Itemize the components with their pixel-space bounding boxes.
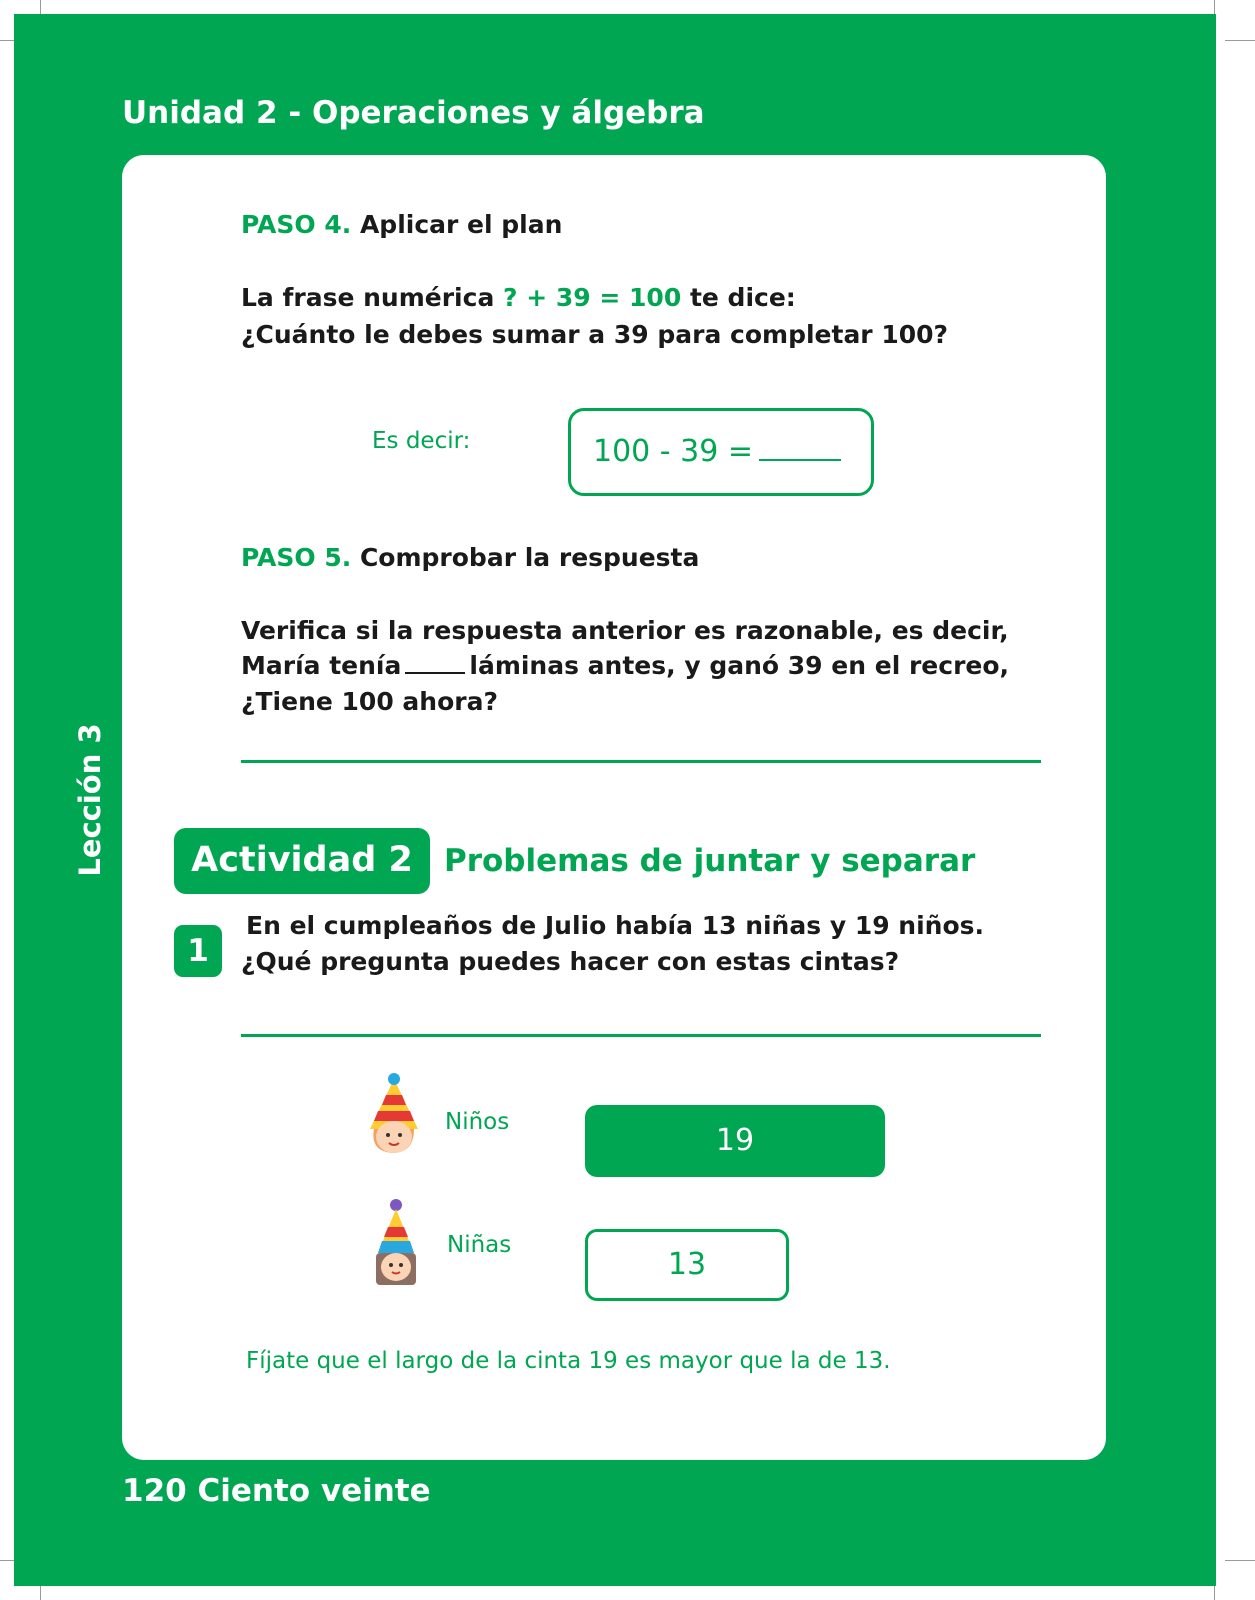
boys-tape-value: 19 xyxy=(715,1123,755,1158)
girl-party-hat-icon xyxy=(368,1197,424,1289)
girls-tape xyxy=(585,1229,789,1301)
unit-title: Unidad 2 - Operaciones y álgebra xyxy=(122,95,705,131)
equation-text xyxy=(593,433,841,469)
comparison-note: Fíjate que el largo de la cinta 19 es mayor que la de 13. xyxy=(246,1348,891,1374)
activity-badge-label: Actividad 2 xyxy=(191,840,413,880)
equation-blank[interactable] xyxy=(759,433,841,461)
boy-party-hat-icon xyxy=(362,1073,422,1157)
paso5-blank[interactable] xyxy=(405,648,465,674)
paso5-line2-pre: María tenía xyxy=(241,651,402,680)
lesson-label: Lección 3 xyxy=(73,723,107,877)
page-number: 120 Ciento veinte xyxy=(122,1473,431,1509)
girls-tape-value: 13 xyxy=(667,1247,707,1282)
paso5-line2-post: láminas antes, y ganó 39 en el recreo, xyxy=(469,651,1010,680)
crop-mark xyxy=(1225,40,1255,41)
equation-box xyxy=(568,408,874,496)
problem1-line1: En el cumpleaños de Julio había 13 niñas y 19 niños. xyxy=(246,911,985,940)
paso5-line3: ¿Tiene 100 ahora? xyxy=(241,687,498,716)
paso5-label: PASO 5. xyxy=(241,543,352,572)
boys-label: Niños xyxy=(445,1109,510,1135)
crop-mark xyxy=(1225,1560,1255,1561)
problem-number-badge xyxy=(174,925,222,977)
paso4-line1-post: te dice: xyxy=(689,283,796,312)
equation-expression: 100 - 39 = xyxy=(593,434,754,469)
answer-line-problem1[interactable] xyxy=(241,1034,1041,1037)
boys-tape xyxy=(585,1105,885,1177)
es-decir-label: Es decir: xyxy=(372,428,471,454)
paso4-sentence xyxy=(241,279,796,316)
paso5-title: Comprobar la respuesta xyxy=(359,543,700,572)
problem-number: 1 xyxy=(187,933,209,969)
problem1-line2: ¿Qué pregunta puedes hacer con estas cintas? xyxy=(241,947,900,976)
paso5-line2 xyxy=(241,647,1009,684)
content-card xyxy=(122,155,1106,1460)
paso4-question: ¿Cuánto le debes sumar a 39 para completar 100? xyxy=(241,320,949,349)
paso5-heading xyxy=(241,543,699,572)
paso4-equation-inline: ? + 39 = 100 xyxy=(503,283,682,312)
girls-label: Niñas xyxy=(447,1232,512,1258)
paso4-title: Aplicar el plan xyxy=(359,210,563,239)
answer-line-paso5[interactable] xyxy=(241,760,1041,763)
paso4-line1-pre: La frase numérica xyxy=(241,283,495,312)
paso4-heading xyxy=(241,210,562,239)
paso4-label: PASO 4. xyxy=(241,210,352,239)
paso5-line1: Verifica si la respuesta anterior es razonable, es decir, xyxy=(241,616,1009,645)
activity-title: Problemas de juntar y separar xyxy=(444,843,976,879)
activity-badge xyxy=(174,828,430,894)
